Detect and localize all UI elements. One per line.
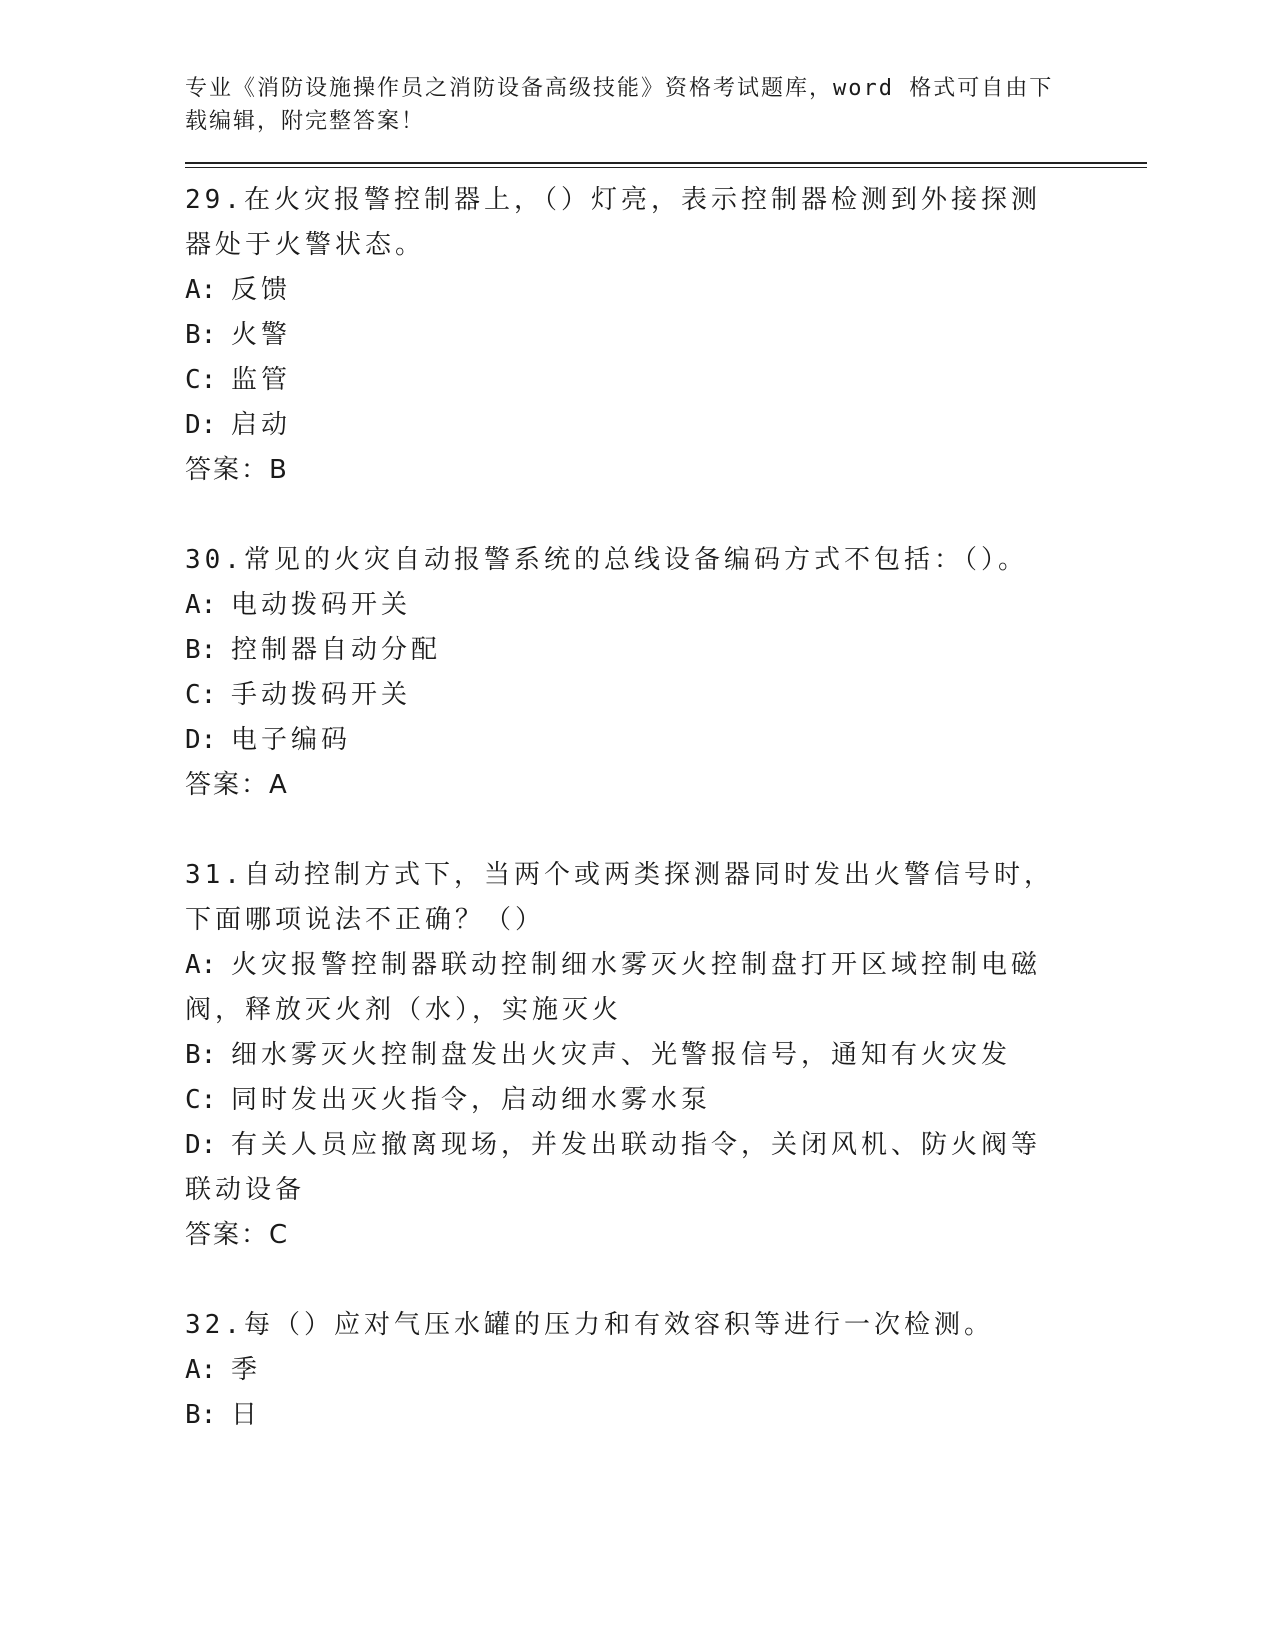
- option-letter: C:: [185, 680, 217, 710]
- option-letter: D:: [185, 410, 217, 440]
- option-text: 季: [231, 1355, 262, 1385]
- option-letter: A:: [185, 1355, 217, 1385]
- answer-line: 答案：A: [185, 770, 289, 800]
- option-text: 电子编码: [231, 725, 352, 755]
- option-b: [185, 313, 1065, 358]
- option-b: [185, 1393, 1065, 1438]
- document-page: [185, 72, 1145, 1483]
- question-number: 29.: [185, 185, 244, 215]
- question-list: [185, 178, 1145, 1438]
- option-text: 同时发出灭火指令，启动细水雾水泵: [231, 1085, 712, 1115]
- option-d: [185, 1123, 1065, 1213]
- option-b: [185, 1033, 1065, 1078]
- question-number: 30.: [185, 545, 244, 575]
- option-text: 火警: [231, 320, 292, 350]
- header-line-1: 专业《消防设施操作员之消防设备高级技能》资格考试题库，word 格式可自由下: [185, 76, 1054, 101]
- option-letter: B:: [185, 635, 217, 665]
- question-29: [185, 178, 1145, 493]
- option-letter: D:: [185, 1130, 217, 1160]
- option-d: [185, 403, 1065, 448]
- option-b: [185, 628, 1065, 673]
- option-c: [185, 358, 1065, 403]
- option-a: [185, 583, 1065, 628]
- header-divider-thick: [185, 162, 1147, 164]
- option-letter: B:: [185, 1400, 217, 1430]
- option-a: [185, 943, 1065, 1033]
- option-letter: B:: [185, 1040, 217, 1070]
- question-stem: [185, 1303, 1065, 1348]
- header-divider-thin: [185, 167, 1147, 168]
- question-31: [185, 853, 1145, 1258]
- option-letter: C:: [185, 1085, 217, 1115]
- option-text: 手动拨码开关: [231, 680, 412, 710]
- question-text: 自动控制方式下，当两个或两类探测器同时发出火警信号时，下面哪项说法不正确？（）: [185, 860, 1054, 935]
- option-text: 反馈: [231, 275, 292, 305]
- question-stem: [185, 178, 1065, 268]
- question-number: 32.: [185, 1310, 244, 1340]
- option-text: 电动拨码开关: [231, 590, 412, 620]
- question-stem: [185, 853, 1065, 943]
- question-text: 每（）应对气压水罐的压力和有效容积等进行一次检测。: [243, 1310, 994, 1340]
- option-c: [185, 1078, 1065, 1123]
- header-line-2: 载编辑，附完整答案！: [185, 109, 426, 134]
- option-text: 监管: [231, 365, 292, 395]
- option-text: 细水雾灭火控制盘发出火灾声、光警报信号，通知有火灾发: [231, 1040, 1012, 1070]
- document-header: [185, 72, 1065, 138]
- option-letter: A:: [185, 275, 217, 305]
- answer-line: 答案：B: [185, 455, 289, 485]
- option-text: 火灾报警控制器联动控制细水雾灭火控制盘打开区域控制电磁阀，释放灭火剂（水），实施灭火: [185, 950, 1042, 1025]
- option-text: 启动: [231, 410, 292, 440]
- option-text: 有关人员应撤离现场，并发出联动指令，关闭风机、防火阀等联动设备: [185, 1130, 1042, 1205]
- option-letter: A:: [185, 950, 217, 980]
- question-30: [185, 538, 1145, 808]
- question-text: 在火灾报警控制器上，（）灯亮，表示控制器检测到外接探测器处于火警状态。: [185, 185, 1041, 260]
- option-a: [185, 268, 1065, 313]
- question-32: [185, 1303, 1145, 1438]
- question-stem: [185, 538, 1065, 583]
- option-letter: B:: [185, 320, 217, 350]
- option-c: [185, 673, 1065, 718]
- question-text: 常见的火灾自动报警系统的总线设备编码方式不包括：（）。: [243, 545, 1028, 575]
- option-letter: C:: [185, 365, 217, 395]
- option-text: 日: [231, 1400, 262, 1430]
- option-d: [185, 718, 1065, 763]
- question-number: 31.: [185, 860, 244, 890]
- option-text: 控制器自动分配: [231, 635, 442, 665]
- answer-line: 答案：C: [185, 1220, 290, 1250]
- option-letter: A:: [185, 590, 217, 620]
- option-letter: D:: [185, 725, 217, 755]
- option-a: [185, 1348, 1065, 1393]
